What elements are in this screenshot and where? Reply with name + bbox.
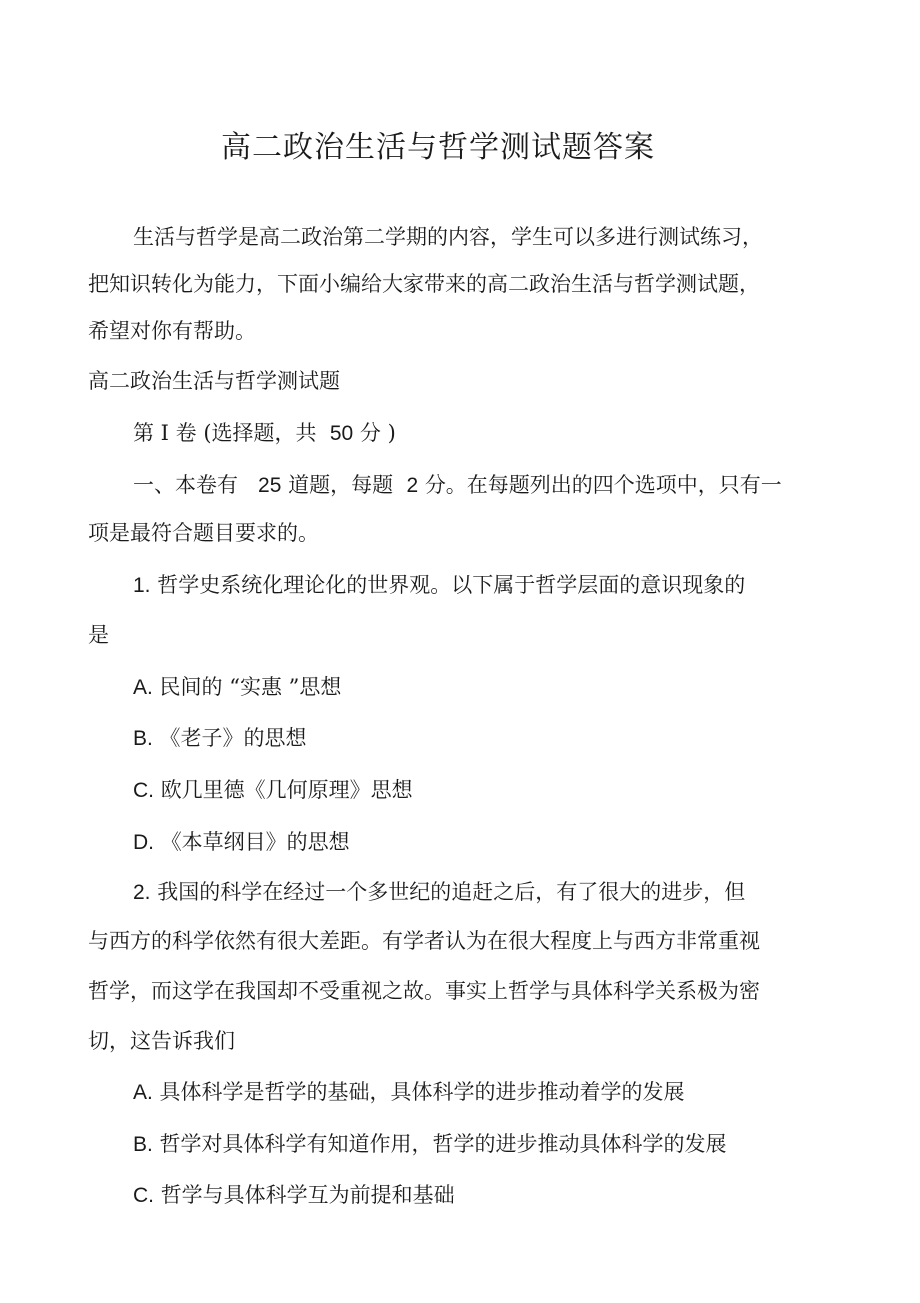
option-text: 民间的 “实惠 ”思想 bbox=[159, 675, 342, 699]
option-text: 欧几里德《几何原理》思想 bbox=[160, 778, 413, 802]
instruction-each: 2 bbox=[406, 474, 419, 497]
q2-stem-line-2: 与西方的科学依然有很大差距。有学者认为在很大程度上与西方非常重视 bbox=[88, 929, 760, 953]
intro-line-1: 生活与哲学是高二政治第二学期的内容，学生可以多进行测试练习， bbox=[133, 225, 763, 249]
q2-option-b bbox=[133, 1129, 727, 1160]
q1-option-c bbox=[133, 775, 413, 806]
q2-stem-line-4: 切，这告诉我们 bbox=[88, 1029, 235, 1053]
option-label: A. bbox=[133, 676, 153, 699]
q1-option-b bbox=[133, 723, 307, 754]
option-text: 《本草纲目》的思想 bbox=[160, 830, 350, 854]
option-text: 哲学对具体科学有知道作用，哲学的进步推动具体科学的发展 bbox=[159, 1132, 727, 1156]
option-text: 具体科学是哲学的基础，具体科学的进步推动着学的发展 bbox=[159, 1080, 685, 1104]
option-label: A. bbox=[133, 1081, 153, 1104]
instruction-line-1 bbox=[133, 470, 782, 501]
option-text: 哲学与具体科学互为前提和基础 bbox=[160, 1183, 455, 1207]
q1-option-d bbox=[133, 827, 350, 858]
intro-line-2: 把知识转化为能力，下面小编给大家带来的高二政治生活与哲学测试题， bbox=[88, 272, 760, 296]
instruction-count: 25 bbox=[258, 474, 282, 497]
instruction-text-c: 分。在每题列出的四个选项中，只有一 bbox=[424, 473, 782, 497]
q2-stem-line-3: 哲学，而这学在我国却不受重视之故。事实上哲学与具体科学关系极为密 bbox=[88, 979, 760, 1003]
part-heading bbox=[133, 418, 396, 449]
option-label: D. bbox=[133, 831, 154, 854]
option-label: B. bbox=[133, 727, 153, 750]
q2-option-a bbox=[133, 1077, 685, 1108]
option-label: B. bbox=[133, 1133, 153, 1156]
q2-stem-line-1 bbox=[133, 877, 745, 908]
q1-number: 1. bbox=[133, 574, 151, 597]
q2-option-c bbox=[133, 1180, 455, 1211]
option-label: C. bbox=[133, 1184, 154, 1207]
instruction-text-a: 一、本卷有 bbox=[133, 473, 238, 497]
q1-stem-line-1 bbox=[133, 570, 745, 601]
q2-number: 2. bbox=[133, 881, 151, 904]
part-prefix: 第 Ⅰ 卷 (选择题，共 bbox=[133, 421, 317, 445]
option-label: C. bbox=[133, 779, 154, 802]
document-title: 高二政治生活与哲学测试题答案 bbox=[221, 130, 655, 165]
q1-option-a bbox=[133, 672, 341, 703]
q2-stem-text: 我国的科学在经过一个多世纪的追赶之后，有了很大的进步，但 bbox=[157, 880, 746, 904]
q1-stem-line-2: 是 bbox=[88, 623, 109, 647]
option-text: 《老子》的思想 bbox=[159, 726, 307, 750]
q1-stem-text: 哲学史系统化理论化的世界观。以下属于哲学层面的意识现象的 bbox=[157, 573, 746, 597]
intro-line-3: 希望对你有帮助。 bbox=[88, 319, 256, 343]
part-score: 50 bbox=[329, 422, 354, 445]
instruction-line-2: 项是最符合题目要求的。 bbox=[88, 521, 319, 545]
instruction-text-b: 道题，每题 bbox=[288, 473, 394, 497]
section-title: 高二政治生活与哲学测试题 bbox=[88, 369, 340, 393]
part-suffix: 分 ) bbox=[359, 421, 396, 445]
